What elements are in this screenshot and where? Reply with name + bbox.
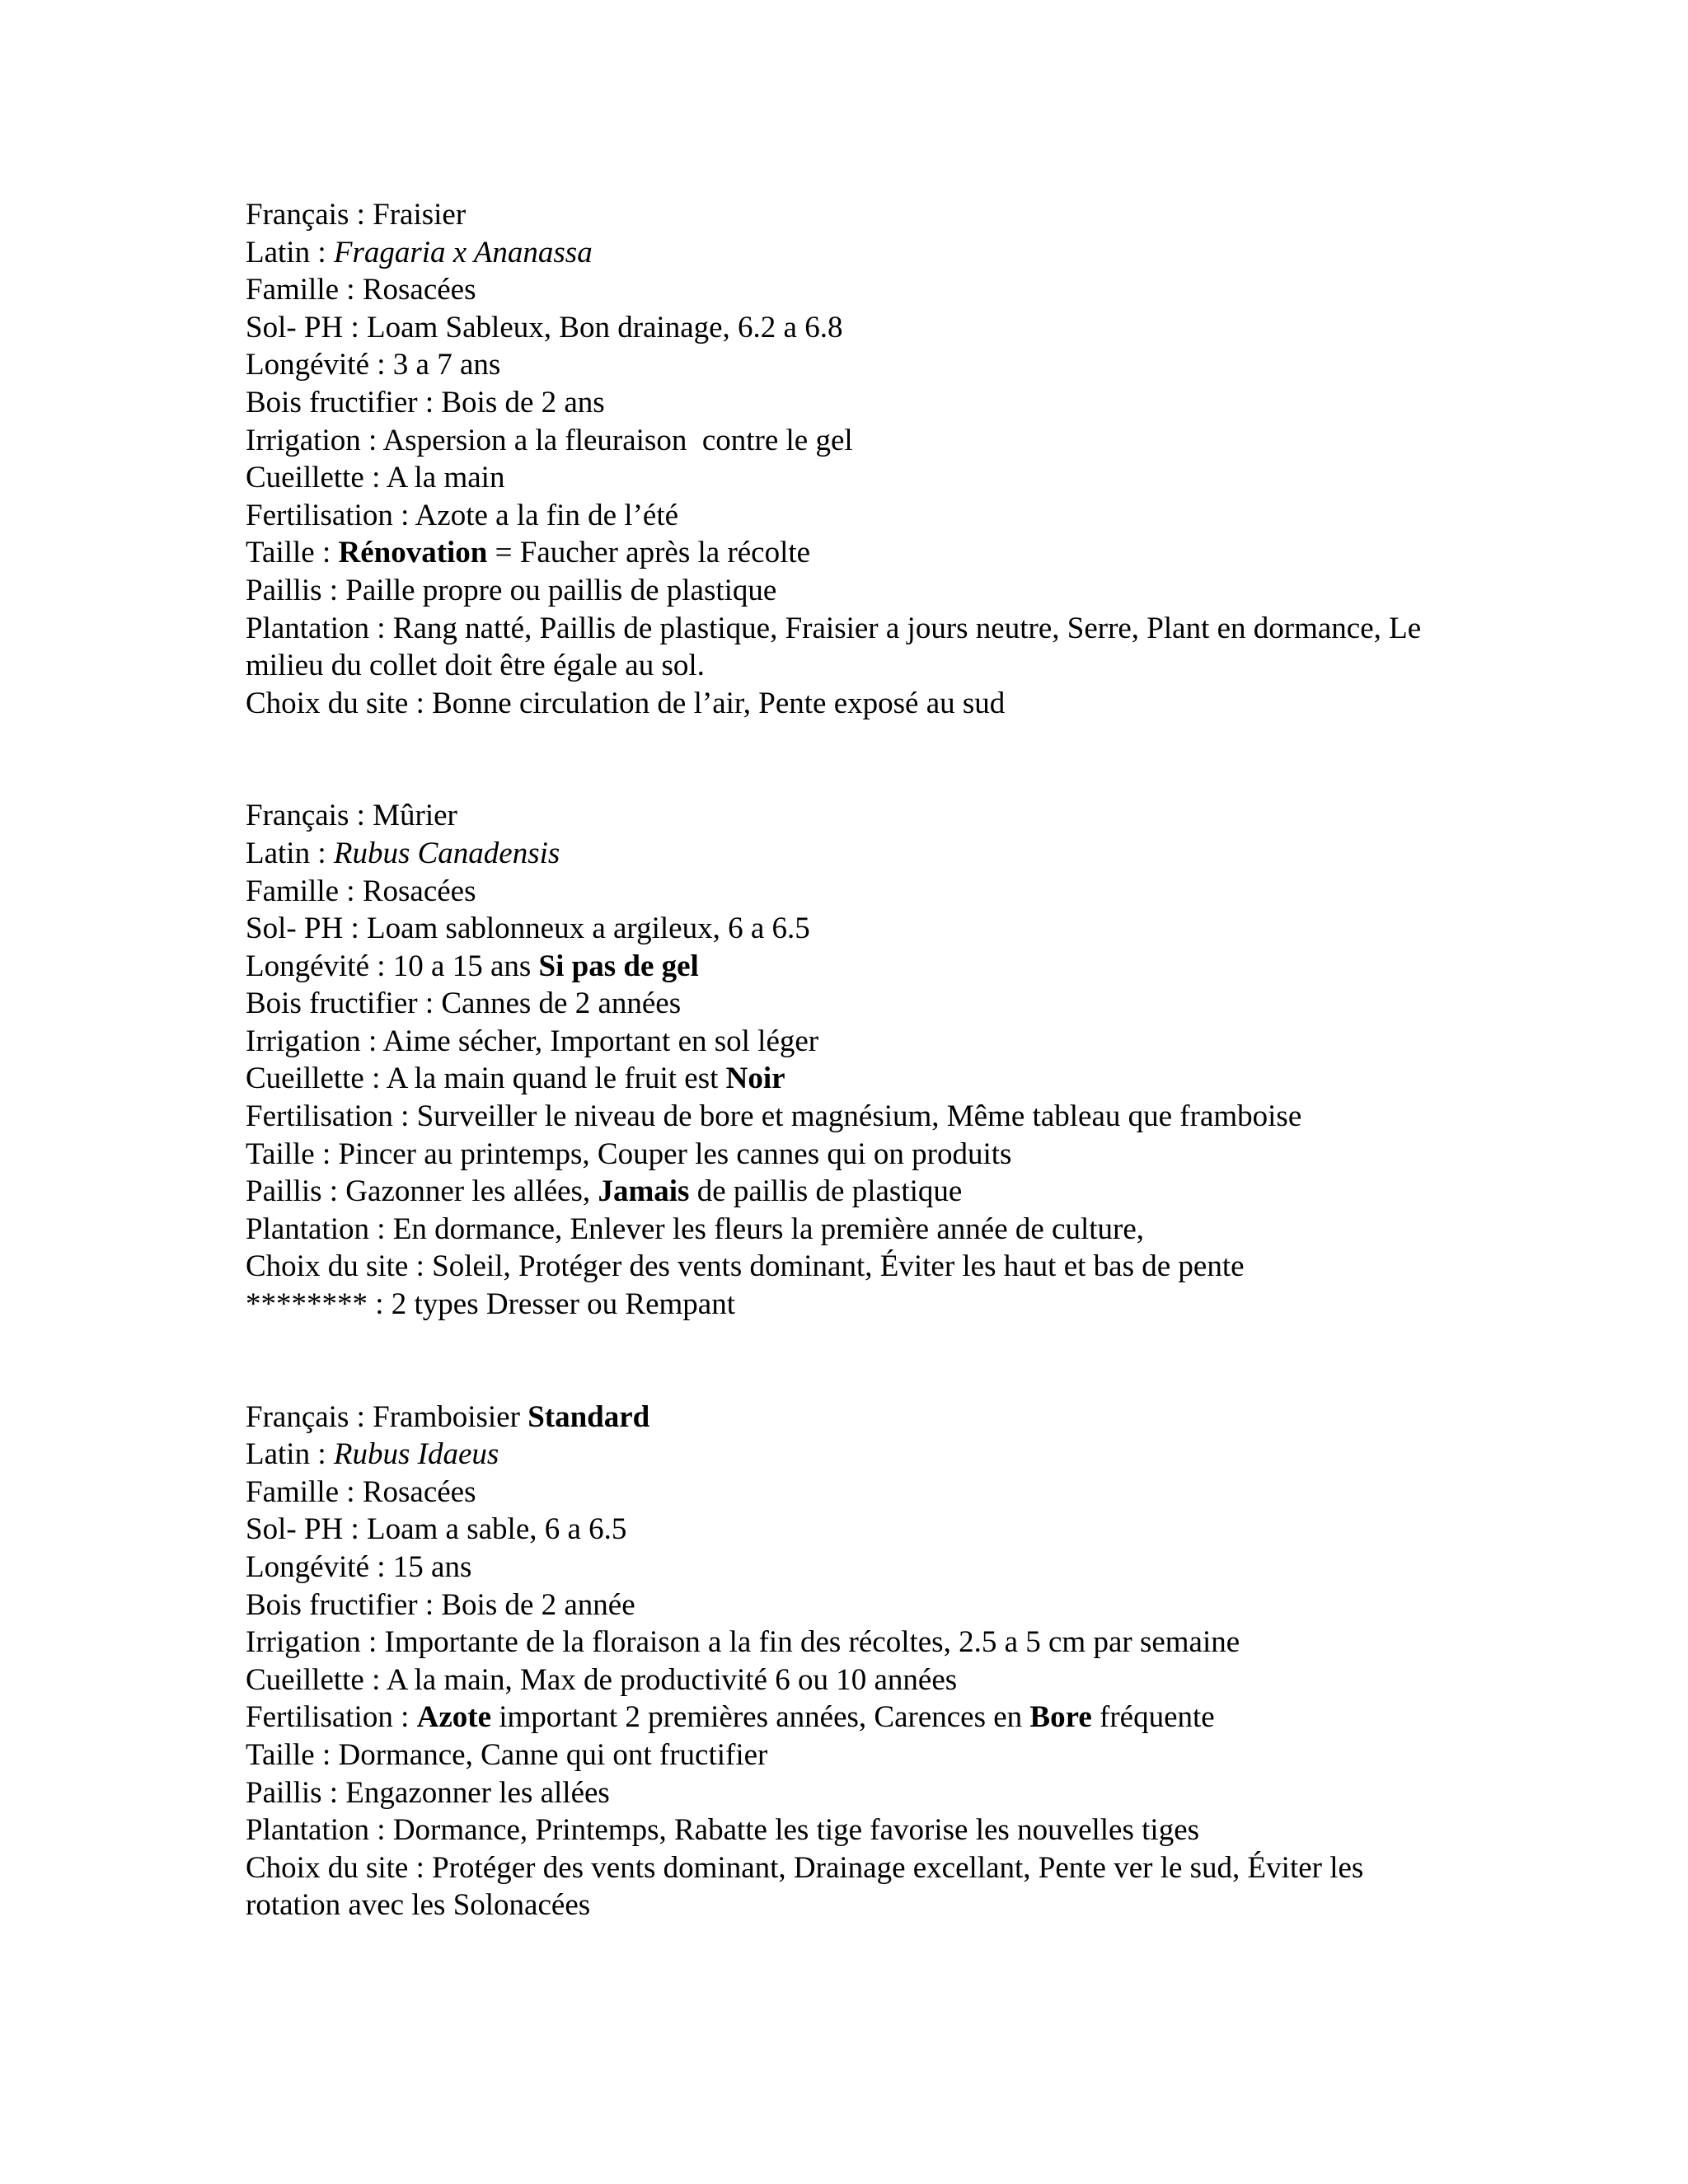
entry-line	[246, 1661, 1449, 1699]
entry-line	[246, 873, 1449, 911]
italic-text: Fragaria x Ananassa	[333, 235, 593, 269]
line-text: Bois fructifier : Bois de 2 année	[246, 1587, 635, 1622]
line-text: Longévité : 3 a 7 ans	[246, 348, 501, 382]
line-text: Famille : Rosacées	[246, 1474, 476, 1509]
entry-line	[246, 1286, 1449, 1324]
bold-text: Jamais	[598, 1174, 690, 1209]
line-text: Paillis : Paille propre ou paillis de plastique	[246, 573, 777, 607]
line-text: Plantation : Dormance, Printemps, Rabatte les tige favorise les nouvelles tiges	[246, 1813, 1200, 1848]
entry-line	[246, 1436, 1449, 1474]
entry-line	[246, 1736, 1449, 1774]
line-text: Taille : Pincer au printemps, Couper les cannes qui on produits	[246, 1137, 1012, 1171]
entry-line	[246, 572, 1449, 610]
entry-line	[246, 1136, 1449, 1174]
line-text: Sol- PH : Loam sablonneux a argileux, 6 a 6.5	[246, 912, 810, 946]
entry-line	[246, 1549, 1449, 1586]
entry-line	[246, 1511, 1449, 1549]
line-text: Fertilisation : Azote a la fin de l’été	[246, 498, 679, 532]
entry-line	[246, 1699, 1449, 1736]
bold-text: Rénovation	[338, 536, 488, 570]
line-text: de paillis de plastique	[689, 1174, 963, 1209]
entry-line	[246, 459, 1449, 497]
plant-entry-framboisier	[246, 1399, 1449, 1924]
line-text: Français : Framboisier	[246, 1399, 528, 1434]
bold-text: Si pas de gel	[538, 949, 699, 983]
italic-text: Rubus Canadensis	[333, 836, 560, 870]
line-text: = Faucher après la récolte	[487, 536, 811, 570]
line-text: Taille :	[246, 536, 339, 570]
plant-entry-fraisier	[246, 196, 1449, 722]
entry-line	[246, 685, 1449, 723]
entry-line	[246, 534, 1449, 572]
line-text: ******** : 2 types Dresser ou Rempant	[246, 1287, 735, 1322]
entry-line	[246, 234, 1449, 272]
line-text: Français : Mûrier	[246, 799, 457, 833]
entry-line	[246, 1060, 1449, 1098]
line-text: Sol- PH : Loam a sable, 6 a 6.5	[246, 1512, 627, 1547]
entry-line	[246, 1211, 1449, 1249]
line-text: Cueillette : A la main, Max de productivité 6 ou 10 années	[246, 1662, 958, 1697]
line-text: Français : Fraisier	[246, 198, 467, 232]
line-text: Bois fructifier : Bois de 2 ans	[246, 385, 605, 419]
line-text: Famille : Rosacées	[246, 874, 476, 908]
entry-line	[246, 1774, 1449, 1812]
line-text: Paillis : Engazonner les allées	[246, 1775, 610, 1810]
line-text: Bois fructifier : Cannes de 2 années	[246, 987, 682, 1021]
italic-text: Rubus Idaeus	[333, 1437, 499, 1472]
entry-line	[246, 1586, 1449, 1624]
entry-line	[246, 422, 1449, 460]
line-text: Cueillette : A la main	[246, 461, 505, 495]
line-text: Choix du site : Protéger des vents dominant, Drainage excellant, Pente ver le sud, Éviter les rotation avec les Solonacées	[246, 1850, 1372, 1923]
entry-line	[246, 910, 1449, 948]
line-text: Longévité : 10 a 15 ans	[246, 949, 539, 983]
entry-line	[246, 346, 1449, 384]
entry-line	[246, 1624, 1449, 1661]
document-page	[246, 196, 1449, 1924]
entry-line	[246, 1098, 1449, 1136]
bold-text: Bore	[1029, 1700, 1092, 1735]
line-text: Paillis : Gazonner les allées,	[246, 1174, 598, 1209]
line-text: Choix du site : Bonne circulation de l’air, Pente exposé au sud	[246, 686, 1006, 720]
line-text: Plantation : Rang natté, Paillis de plastique, Fraisier a jours neutre, Serre, Plant en dormance, Le milieu du collet doit être égale au sol.	[246, 611, 1429, 683]
entry-line	[246, 610, 1449, 685]
entry-line	[246, 797, 1449, 835]
line-text: Sol- PH : Loam Sableux, Bon drainage, 6.2 a 6.8	[246, 310, 843, 344]
line-text: Famille : Rosacées	[246, 273, 476, 307]
entry-line	[246, 835, 1449, 873]
line-text: Fertilisation :	[246, 1700, 417, 1735]
line-text: Latin :	[246, 1437, 334, 1472]
entry-line	[246, 271, 1449, 309]
entry-line	[246, 1811, 1449, 1849]
bold-text: Standard	[528, 1399, 650, 1434]
line-text: Irrigation : Aspersion a la fleuraison contre le gel	[246, 423, 853, 457]
line-text: important 2 premières années, Carences en	[491, 1700, 1030, 1735]
entry-line	[246, 1474, 1449, 1511]
entry-list	[246, 196, 1449, 1924]
entry-line	[246, 1248, 1449, 1286]
line-text: fréquente	[1091, 1700, 1215, 1735]
line-text: Latin :	[246, 836, 334, 870]
entry-line	[246, 985, 1449, 1023]
bold-text: Noir	[725, 1062, 785, 1096]
line-text: Choix du site : Soleil, Protéger des vents dominant, Éviter les haut et bas de pente	[246, 1249, 1245, 1284]
entry-line	[246, 196, 1449, 234]
entry-line	[246, 384, 1449, 422]
entry-line	[246, 1849, 1449, 1924]
line-text: Longévité : 15 ans	[246, 1550, 472, 1584]
line-text: Latin :	[246, 235, 334, 269]
line-text: Taille : Dormance, Canne qui ont fructifier	[246, 1737, 768, 1772]
line-text: Cueillette : A la main quand le fruit est	[246, 1062, 726, 1096]
bold-text: Azote	[416, 1700, 491, 1735]
entry-line	[246, 309, 1449, 347]
line-text: Fertilisation : Surveiller le niveau de bore et magnésium, Même tableau que framboise	[246, 1099, 1302, 1134]
entry-line	[246, 497, 1449, 535]
entry-line	[246, 948, 1449, 986]
entry-line	[246, 1399, 1449, 1436]
entry-line	[246, 1173, 1449, 1211]
entry-line	[246, 1023, 1449, 1061]
line-text: Irrigation : Aime sécher, Important en sol léger	[246, 1024, 819, 1058]
line-text: Irrigation : Importante de la floraison a la fin des récoltes, 2.5 a 5 cm par semaine	[246, 1625, 1240, 1660]
plant-entry-murier	[246, 797, 1449, 1323]
line-text: Plantation : En dormance, Enlever les fleurs la première année de culture,	[246, 1212, 1145, 1246]
